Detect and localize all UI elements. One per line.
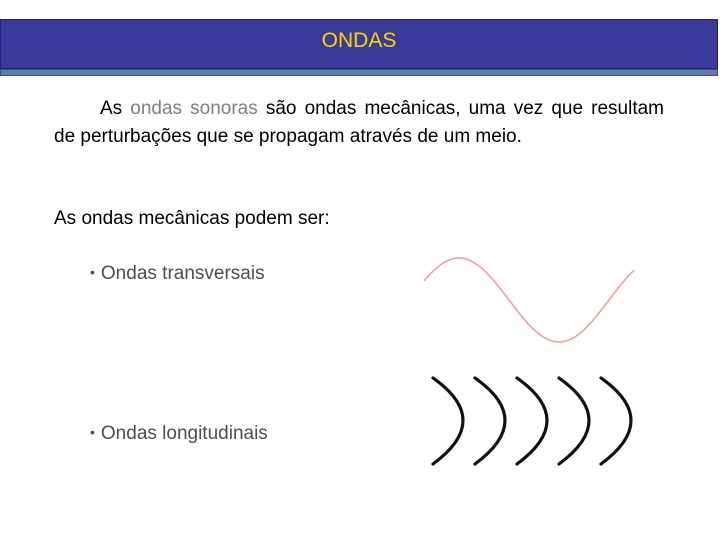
bullet-label: Ondas longitudinais [100,423,268,444]
bullet-longitudinal [90,423,268,445]
wave-front-arc [517,378,547,464]
bullet-label: Ondas transversais [100,263,265,284]
wave-front-arc [475,378,505,464]
transverse-wave-curve [424,258,634,342]
transverse-wave-illustration [420,250,640,350]
longitudinal-wave-fronts [433,378,631,464]
subhead: As ondas mecânicas podem ser: [54,208,330,229]
bullet-symbol: • [90,424,95,440]
wave-front-arc [559,378,589,464]
bullet-symbol: • [90,264,95,280]
title-underline [0,69,718,76]
longitudinal-wave-illustration [425,370,645,470]
title-bar [0,19,718,69]
bullet-transversal [90,263,265,285]
wave-front-arc [601,378,631,464]
page-title: ONDAS [321,29,397,52]
intro-part2: são ondas mecânicas, uma vez que resultam de perturbações que se propagam através de um meio. [54,98,665,147]
intro-paragraph [54,95,664,151]
wave-front-arc [433,378,463,464]
intro-part1: As [100,98,131,119]
intro-highlight: ondas sonoras [130,98,258,119]
